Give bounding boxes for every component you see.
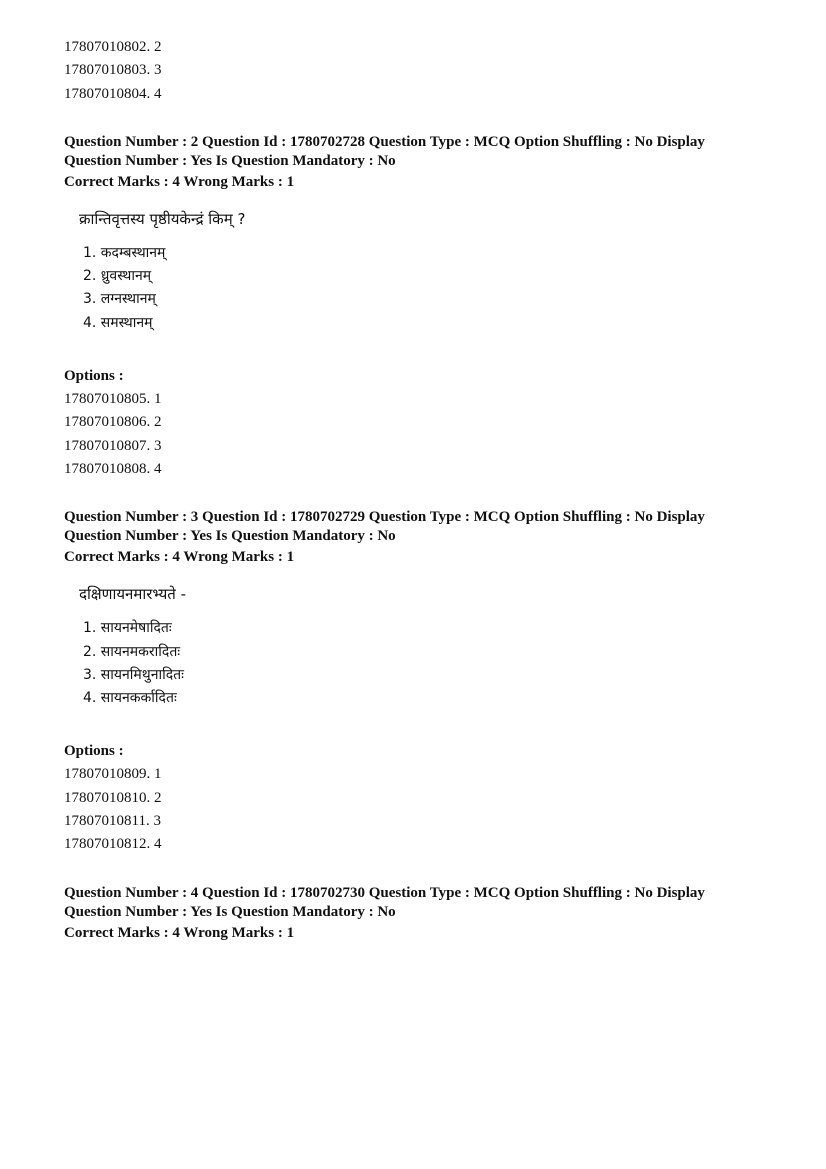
- option-id: 17807010806.: [64, 414, 151, 431]
- option-line: [64, 763, 764, 786]
- option-id: 17807010802.: [64, 39, 151, 55]
- question-block-3: [64, 508, 764, 856]
- question-header-line: Question Number : 4 Question Id : 1780702730 Question Type : MCQ Option Shuffling : No Display: [64, 884, 705, 901]
- option-line: [64, 59, 764, 82]
- option-number: 1: [154, 391, 162, 408]
- answer-choice: 4. समस्थानम्: [83, 314, 153, 331]
- option-line: [64, 83, 764, 106]
- option-number: 2: [154, 414, 162, 431]
- option-number: 4: [154, 460, 162, 477]
- option-id: 17807010807.: [64, 437, 151, 454]
- question-text: दक्षिणायनमारभ्यते -: [79, 585, 187, 604]
- question-header-line: Question Number : Yes Is Question Mandatory : No: [64, 903, 396, 920]
- option-number: 3: [154, 437, 162, 454]
- option-id: 17807010810.: [64, 789, 151, 806]
- answer-choice: 3. सायनमिथुनादितः: [83, 666, 184, 683]
- option-id: 17807010804.: [64, 85, 151, 102]
- question-header-line: Question Number : Yes Is Question Mandatory : No: [64, 152, 396, 169]
- option-line: [64, 435, 764, 458]
- answer-choice: 1. कदम्बस्थानम्: [83, 244, 166, 261]
- answer-choice: 1. सायनमेषादितः: [83, 620, 172, 637]
- option-line: [64, 36, 764, 59]
- option-number: 3: [153, 813, 161, 830]
- question-text: क्रान्तिवृत्तस्य पृष्ठीयकेन्द्रं किम् ?: [79, 209, 246, 228]
- top-options-list: [64, 36, 764, 106]
- options-heading: Options :: [64, 368, 124, 385]
- answer-choice: 3. लग्नस्थानम्: [83, 291, 156, 308]
- answer-choices: [83, 617, 764, 710]
- option-number: 2: [154, 39, 162, 55]
- option-line: [64, 388, 764, 411]
- question-header: [64, 884, 764, 922]
- option-line: [64, 458, 764, 481]
- option-id: 17807010808.: [64, 460, 151, 477]
- answer-choice: 2. ध्रुवस्थानम्: [83, 268, 152, 285]
- question-marks: Correct Marks : 4 Wrong Marks : 1: [64, 549, 295, 566]
- option-line: [64, 411, 764, 434]
- option-id: 17807010812.: [64, 836, 151, 853]
- question-block-4: [64, 884, 764, 944]
- answer-choice: 4. सायनकर्कादितः: [83, 690, 177, 707]
- answer-choice: 2. सायनमकरादितः: [83, 643, 181, 660]
- option-id: 17807010809.: [64, 766, 151, 783]
- option-number: 2: [154, 789, 162, 806]
- question-block-2: [64, 133, 764, 481]
- question-header: [64, 133, 764, 171]
- options-heading: Options :: [64, 743, 124, 760]
- option-number: 3: [154, 62, 162, 79]
- question-marks: Correct Marks : 4 Wrong Marks : 1: [64, 173, 295, 190]
- option-id: 17807010811.: [64, 813, 150, 830]
- answer-choices: [83, 242, 764, 335]
- question-header-line: Question Number : Yes Is Question Mandatory : No: [64, 528, 396, 545]
- option-number: 4: [154, 85, 162, 102]
- option-number: 4: [154, 836, 162, 853]
- option-number: 1: [154, 766, 162, 783]
- option-line: [64, 810, 764, 833]
- option-id: 17807010803.: [64, 62, 151, 79]
- option-line: [64, 833, 764, 856]
- option-id: 17807010805.: [64, 391, 151, 408]
- question-header-line: Question Number : 2 Question Id : 1780702728 Question Type : MCQ Option Shuffling : No Display: [64, 133, 705, 150]
- question-marks: Correct Marks : 4 Wrong Marks : 1: [64, 924, 295, 941]
- question-header: [64, 508, 764, 546]
- document-page: [64, 36, 764, 944]
- option-line: [64, 787, 764, 810]
- question-header-line: Question Number : 3 Question Id : 1780702729 Question Type : MCQ Option Shuffling : No Display: [64, 509, 705, 526]
